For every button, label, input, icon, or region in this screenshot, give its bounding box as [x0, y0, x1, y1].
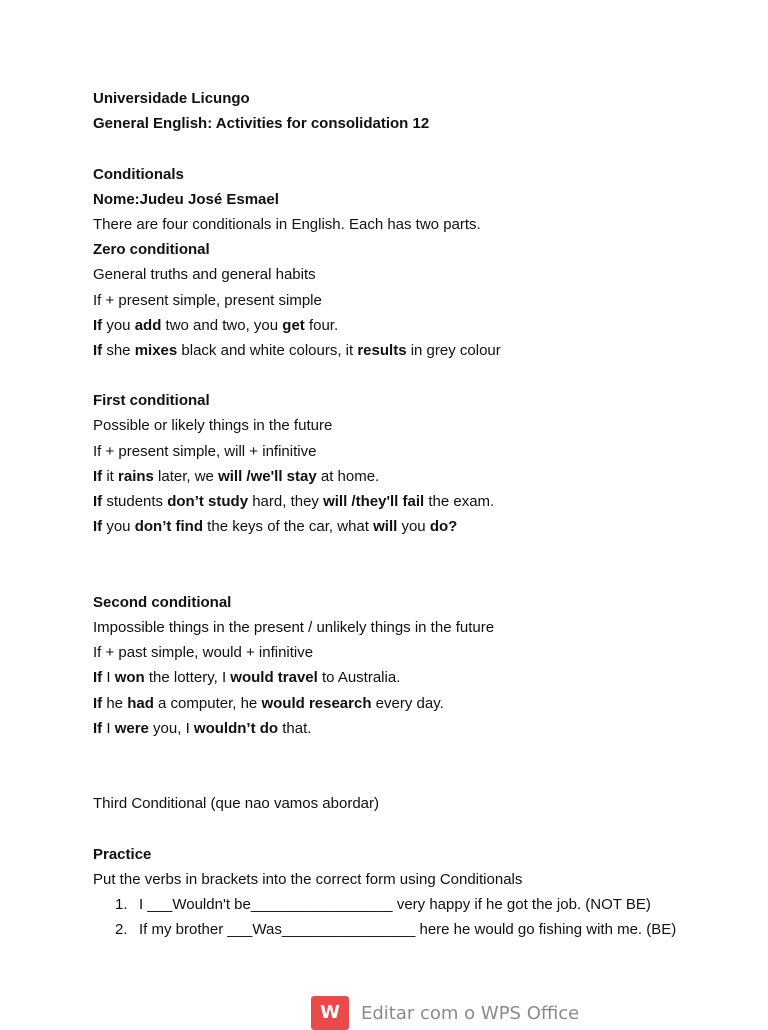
second-conditional-form: If + past simple, would + infinitive	[93, 644, 314, 662]
text: you	[102, 316, 135, 334]
text: he	[102, 694, 128, 712]
practice-list	[93, 892, 733, 942]
zero-conditional-description: General truths and general habits	[93, 266, 316, 284]
verb: would travel	[230, 669, 318, 687]
text: I	[102, 669, 115, 687]
verb: get	[282, 316, 305, 334]
verb: rains	[118, 467, 154, 485]
if-word: If	[93, 518, 103, 536]
university-name: Universidade Licungo	[93, 90, 250, 107]
spacer	[93, 363, 733, 388]
text: you	[397, 518, 430, 536]
course-title: General English: Activities for consolidation 12	[93, 115, 430, 133]
verb: mixes	[134, 341, 178, 359]
verb: results	[357, 341, 407, 359]
if-word: If	[93, 719, 103, 737]
text: the exam.	[424, 493, 495, 510]
zero-conditional-form: If + present simple, present simple	[93, 291, 322, 309]
topic-heading: Conditionals	[93, 165, 184, 183]
item-text: I ___Wouldn't be_________________ very happy if he got the job. (NOT BE)	[139, 896, 651, 914]
item-text: If my brother ___Was________________ here he would go fishing with me. (BE)	[139, 921, 677, 939]
spacer	[93, 539, 733, 589]
zero-conditional-heading: Zero conditional	[93, 241, 210, 259]
verb: don’t study	[167, 493, 249, 510]
if-word: If	[93, 467, 103, 485]
second-example-3	[93, 716, 733, 741]
text: at home.	[316, 467, 380, 485]
second-conditional-description: Impossible things in the present / unlikely things in the future	[93, 618, 495, 636]
spacer	[93, 741, 733, 791]
text: two and two, you	[161, 316, 283, 334]
text: in grey colour	[406, 341, 501, 359]
if-word: If	[93, 316, 103, 334]
practice-heading: Practice	[93, 845, 152, 863]
verb: add	[134, 316, 162, 334]
text: she	[102, 341, 135, 359]
if-word: If	[93, 669, 103, 687]
verb: wouldn’t do	[193, 719, 279, 737]
text: you	[102, 518, 135, 536]
item-number: 2.	[115, 921, 128, 939]
verb: will	[373, 518, 398, 536]
first-example-3	[93, 514, 733, 539]
first-conditional-description: Possible or likely things in the future	[93, 417, 333, 435]
wps-logo-letter: W	[320, 1002, 340, 1023]
second-example-2	[93, 691, 733, 716]
first-conditional-form: If + present simple, will + infinitive	[93, 442, 317, 460]
verb: would research	[261, 694, 372, 712]
item-number: 1.	[115, 896, 128, 914]
verb: don’t find	[134, 518, 204, 536]
student-name: Nome:Judeu José Esmael	[93, 190, 279, 208]
wps-edit-banner[interactable]	[311, 996, 579, 1030]
second-conditional-heading: Second conditional	[93, 593, 232, 611]
text: black and white colours, it	[177, 341, 358, 359]
text: the keys of the car, what	[203, 518, 374, 536]
text: four.	[304, 316, 339, 334]
intro-text: There are four conditionals in English. Each has two parts.	[93, 215, 481, 233]
text: a computer, he	[153, 694, 262, 712]
verb: had	[127, 694, 154, 712]
third-conditional-note: Third Conditional (que nao vamos abordar)	[93, 795, 379, 813]
text: every day.	[371, 694, 444, 712]
first-example-1	[93, 464, 733, 489]
text: you, I	[148, 719, 194, 737]
text: it	[102, 467, 119, 485]
text: to Australia.	[317, 669, 401, 687]
document-page	[93, 86, 733, 942]
text: the lottery, I	[144, 669, 231, 687]
practice-item	[93, 892, 733, 917]
if-word: If	[93, 694, 103, 712]
wps-logo-icon	[311, 996, 349, 1030]
verb: do?	[429, 518, 458, 536]
text: later, we	[153, 467, 219, 485]
first-conditional-heading: First conditional	[93, 392, 210, 410]
spacer	[93, 816, 733, 841]
text: hard, they	[248, 493, 324, 510]
verb: will /they'll fail	[323, 493, 425, 510]
practice-item	[93, 917, 733, 942]
text: that.	[278, 719, 312, 737]
first-example-2	[93, 489, 733, 514]
zero-example-1	[93, 313, 733, 338]
second-example-1	[93, 665, 733, 690]
text: I	[102, 719, 115, 737]
zero-example-2	[93, 338, 733, 363]
verb: were	[114, 719, 149, 737]
text: students	[102, 493, 168, 510]
spacer	[93, 136, 733, 161]
if-word: If	[93, 493, 103, 510]
verb: won	[114, 669, 145, 687]
practice-instruction: Put the verbs in brackets into the correct form using Conditionals	[93, 870, 523, 888]
wps-edit-label[interactable]: Editar com o WPS Office	[361, 1002, 580, 1024]
if-word: If	[93, 341, 103, 359]
verb: will /we'll stay	[218, 467, 317, 485]
